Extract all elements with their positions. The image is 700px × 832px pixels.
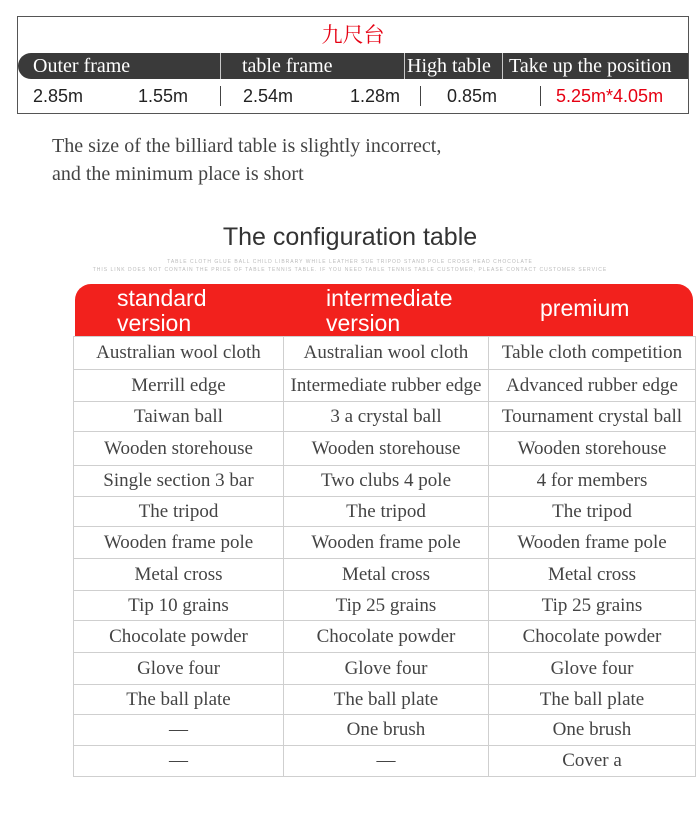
size-table-values — [18, 79, 688, 113]
intermediate-cell: 3 a crystal ball — [284, 402, 489, 432]
intermediate-cell: — — [284, 746, 489, 777]
size-table — [17, 16, 689, 114]
note-line-1: The size of the billiard table is slightly incorrect, — [52, 135, 442, 157]
tier-intermediate-line-2: version — [326, 310, 401, 336]
frame-length-value: 2.54m — [243, 86, 294, 106]
table-row — [74, 337, 696, 370]
table-row — [74, 432, 696, 466]
standard-cell: Chocolate powder — [74, 621, 284, 653]
outer-length-value: 2.85m — [33, 86, 84, 106]
value-divider — [220, 86, 221, 106]
table-row — [74, 466, 696, 497]
standard-cell: Tip 10 grains — [74, 591, 284, 621]
intermediate-cell: One brush — [284, 715, 489, 746]
intermediate-cell: The tripod — [284, 497, 489, 527]
table-row — [74, 621, 696, 653]
table-row — [74, 746, 696, 777]
tier-standard-line-1: standard — [117, 285, 207, 311]
intermediate-cell: Two clubs 4 pole — [284, 466, 489, 497]
header-high-table: High table — [407, 55, 491, 77]
header-divider — [220, 53, 221, 79]
standard-cell: — — [74, 746, 284, 777]
intermediate-cell: The ball plate — [284, 685, 489, 715]
height-value: 0.85m — [447, 86, 498, 106]
premium-cell: Chocolate powder — [489, 621, 696, 653]
standard-cell: Metal cross — [74, 559, 284, 591]
fine-print-line-2: THIS LINK DOES NOT CONTAIN THE PRICE OF TABLE TENNIS TABLE. IF YOU NEED TABLE TENNIS TABLE CUSTOMER, PLEASE CONTACT CUSTOMER SERVICE — [92, 267, 608, 273]
standard-cell: Wooden frame pole — [74, 527, 284, 559]
intermediate-cell: Wooden storehouse — [284, 432, 489, 466]
premium-cell: The tripod — [489, 497, 696, 527]
premium-cell: One brush — [489, 715, 696, 746]
standard-cell: The tripod — [74, 497, 284, 527]
standard-cell: Taiwan ball — [74, 402, 284, 432]
intermediate-cell: Tip 25 grains — [284, 591, 489, 621]
premium-cell: Tournament crystal ball — [489, 402, 696, 432]
intermediate-cell: Australian wool cloth — [284, 337, 489, 370]
size-table-title: 九尺台 — [321, 23, 385, 47]
tier-standard-line-2: version — [117, 310, 192, 336]
table-row — [74, 497, 696, 527]
size-note — [52, 132, 441, 188]
tier-standard — [117, 286, 207, 336]
premium-cell: Wooden frame pole — [489, 527, 696, 559]
config-table — [73, 336, 696, 777]
value-divider — [540, 86, 541, 106]
tier-premium: premium — [540, 295, 630, 321]
premium-cell: Glove four — [489, 653, 696, 685]
config-header — [75, 284, 693, 336]
premium-cell: 4 for members — [489, 466, 696, 497]
premium-cell: Metal cross — [489, 559, 696, 591]
outer-width-value: 1.55m — [138, 86, 189, 106]
table-row — [74, 685, 696, 715]
intermediate-cell: Intermediate rubber edge — [284, 370, 489, 402]
standard-cell: Glove four — [74, 653, 284, 685]
premium-cell: Tip 25 grains — [489, 591, 696, 621]
frame-width-value: 1.28m — [350, 86, 401, 106]
fine-print-line-1: TABLE CLOTH GLUE BALL CHILD LIBRARY WHILE LEATHER SUE TRIPOD STAND POLE CROSS HEAD CHOCOLATE — [167, 259, 533, 265]
size-table-header — [18, 53, 688, 79]
intermediate-cell: Glove four — [284, 653, 489, 685]
tier-intermediate-line-1: intermediate — [326, 285, 453, 311]
table-row — [74, 559, 696, 591]
table-row — [74, 527, 696, 559]
intermediate-cell: Chocolate powder — [284, 621, 489, 653]
tier-intermediate — [326, 286, 453, 336]
table-row — [74, 370, 696, 402]
table-row — [74, 402, 696, 432]
header-table-frame: table frame — [242, 55, 333, 77]
header-take-up-position: Take up the position — [509, 55, 672, 77]
standard-cell: The ball plate — [74, 685, 284, 715]
header-divider — [404, 53, 405, 79]
value-divider — [420, 86, 421, 106]
standard-cell: Single section 3 bar — [74, 466, 284, 497]
premium-cell: Table cloth competition — [489, 337, 696, 370]
standard-cell: Wooden storehouse — [74, 432, 284, 466]
intermediate-cell: Wooden frame pole — [284, 527, 489, 559]
premium-cell: Cover a — [489, 746, 696, 777]
header-divider — [502, 53, 503, 79]
header-outer-frame: Outer frame — [33, 55, 131, 77]
config-title: The configuration table — [222, 223, 478, 251]
premium-cell: The ball plate — [489, 685, 696, 715]
note-line-2: and the minimum place is short — [52, 163, 304, 185]
standard-cell: — — [74, 715, 284, 746]
standard-cell: Australian wool cloth — [74, 337, 284, 370]
table-row — [74, 591, 696, 621]
standard-cell: Merrill edge — [74, 370, 284, 402]
intermediate-cell: Metal cross — [284, 559, 489, 591]
table-row — [74, 715, 696, 746]
table-row — [74, 653, 696, 685]
position-value: 5.25m*4.05m — [556, 86, 664, 106]
premium-cell: Wooden storehouse — [489, 432, 696, 466]
premium-cell: Advanced rubber edge — [489, 370, 696, 402]
